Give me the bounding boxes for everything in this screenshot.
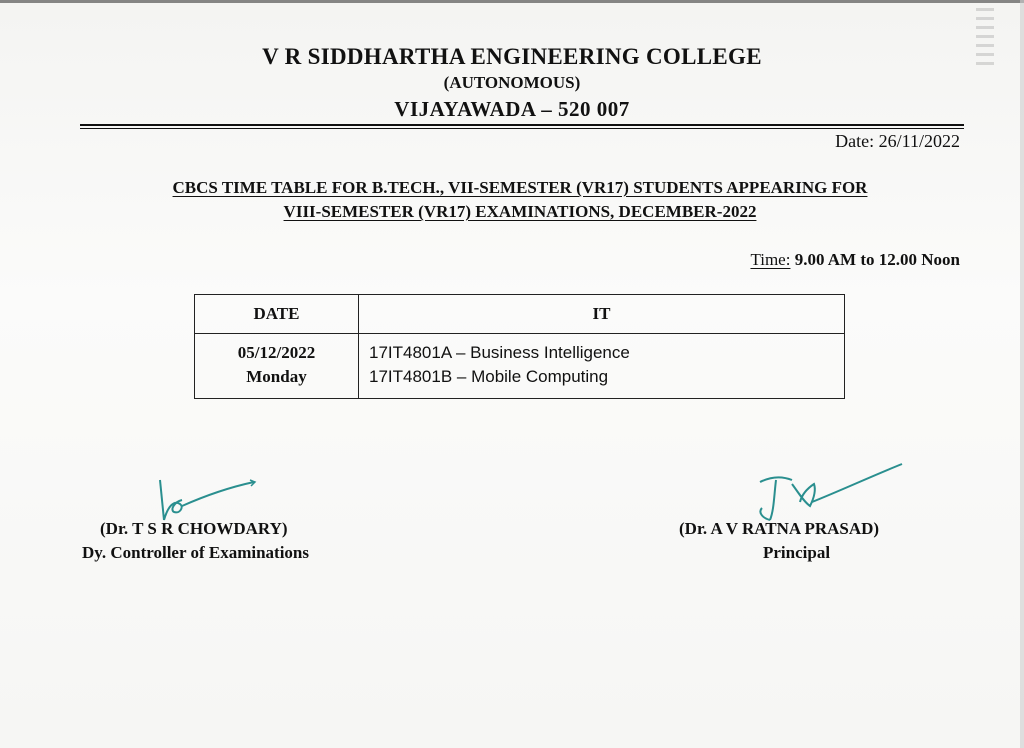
timetable (194, 294, 845, 399)
time-label: Time: (750, 250, 791, 269)
subject-item: 17IT4801A – Business Intelligence (369, 343, 630, 362)
autonomous-label: (AUTONOMOUS) (443, 73, 581, 92)
signatory-1-title: Dy. Controller of Examinations (82, 543, 309, 562)
column-header-branch: IT (359, 295, 845, 334)
heading-line-2: VIII-SEMESTER (VR17) EXAMINATIONS, DECEMBER-2022 (283, 202, 757, 221)
heading-line-1: CBCS TIME TABLE FOR B.TECH., VII-SEMESTER (VR17) STUDENTS APPEARING FOR (172, 178, 868, 197)
table-header-row (195, 295, 845, 334)
table-row (195, 334, 845, 399)
exam-date: 05/12/2022 (237, 343, 316, 362)
subject-item: 17IT4801B – Mobile Computing (369, 367, 609, 386)
signatory-2-name: (Dr. A V RATNA PRASAD) (679, 519, 880, 538)
college-city: VIJAYAWADA – 520 007 (394, 97, 630, 121)
signatory-1-name: (Dr. T S R CHOWDARY) (100, 519, 288, 538)
document-date: Date: 26/11/2022 (835, 131, 960, 151)
college-name: V R SIDDHARTHA ENGINEERING COLLEGE (262, 44, 762, 69)
header-rule-thick (80, 124, 964, 126)
signatory-2-title: Principal (763, 543, 831, 562)
subjects-cell (359, 334, 845, 399)
header-rule-thin (80, 128, 964, 129)
column-header-date: DATE (195, 295, 359, 334)
exam-time (750, 250, 960, 270)
exam-date-cell (195, 334, 359, 399)
exam-day: Monday (246, 367, 307, 386)
scan-top-edge (0, 0, 1024, 3)
time-value: 9.00 AM to 12.00 Noon (794, 250, 960, 269)
